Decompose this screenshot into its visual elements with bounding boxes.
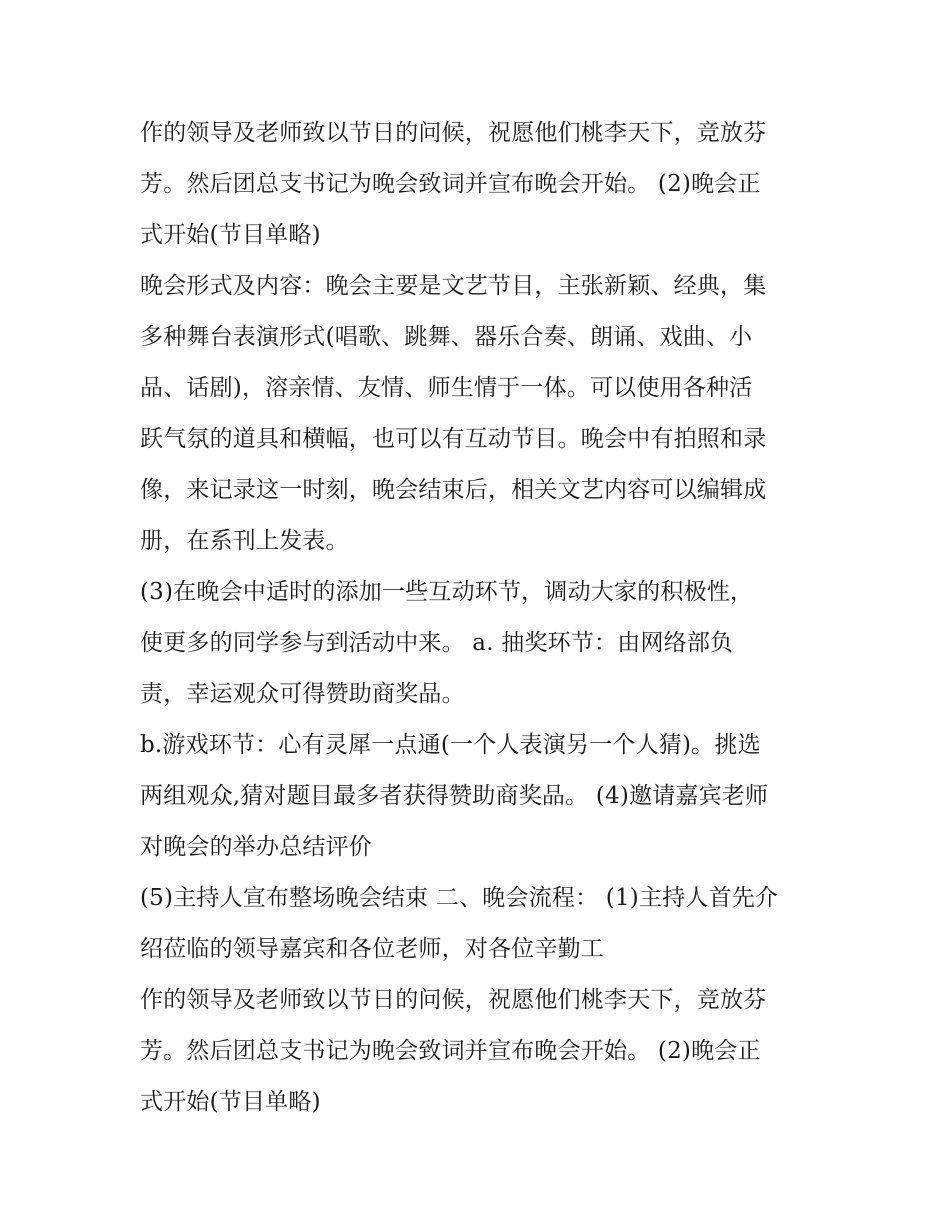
text-line: 像，来记录这一时刻，晚会结束后，相关文艺内容可以编辑成 [140,477,767,503]
text-line: 册，在系刊上发表。 [140,528,349,554]
text-line: 两组观众,猜对题目最多者获得赞助商奖品。 (4)邀请嘉宾老师 [140,783,769,809]
text-line: 绍莅临的领导嘉宾和各位老师，对各位辛勤工 [140,936,604,962]
text-line: 跃气氛的道具和横幅，也可以有互动节目。晚会中有拍照和录 [140,426,767,452]
text-line: 式开始(节目单略) [140,1089,321,1115]
text-line: 芳。然后团总支书记为晚会致词并宣布晚会开始。 (2)晚会正 [140,1038,761,1064]
document-body [140,108,830,1128]
text-line: 作的领导及老师致以节日的问候，祝愿他们桃李天下，竞放芬 [140,987,767,1013]
text-line: 对晚会的举办总结评价 [140,834,372,860]
text-line: 芳。然后团总支书记为晚会致词并宣布晚会开始。 (2)晚会正 [140,171,761,197]
text-line: 使更多的同学参与到活动中来。 a. 抽奖环节：由网络部负 [140,630,734,656]
text-line: b.游戏环节：心有灵犀一点通(一个人表演另一个人猜)。挑选 [140,732,761,758]
text-line: 作的领导及老师致以节日的问候，祝愿他们桃李天下，竞放芬 [140,120,767,146]
text-line: 品、话剧)，溶亲情、友情、师生情于一体。可以使用各种活 [140,375,753,401]
text-line: 多种舞台表演形式(唱歌、跳舞、器乐合奏、朗诵、戏曲、小 [140,324,753,350]
text-line: 式开始(节目单略) [140,222,321,248]
text-line: (3)在晚会中适时的添加一些互动环节，调动大家的积极性， [140,579,754,605]
text-line: (5)主持人宣布整场晚会结束 二、晚会流程： (1)主持人首先介 [140,885,779,911]
text-line: 责，幸运观众可得赞助商奖品。 [140,681,465,707]
text-line: 晚会形式及内容：晚会主要是文艺节目，主张新颖、经典，集 [140,273,767,299]
